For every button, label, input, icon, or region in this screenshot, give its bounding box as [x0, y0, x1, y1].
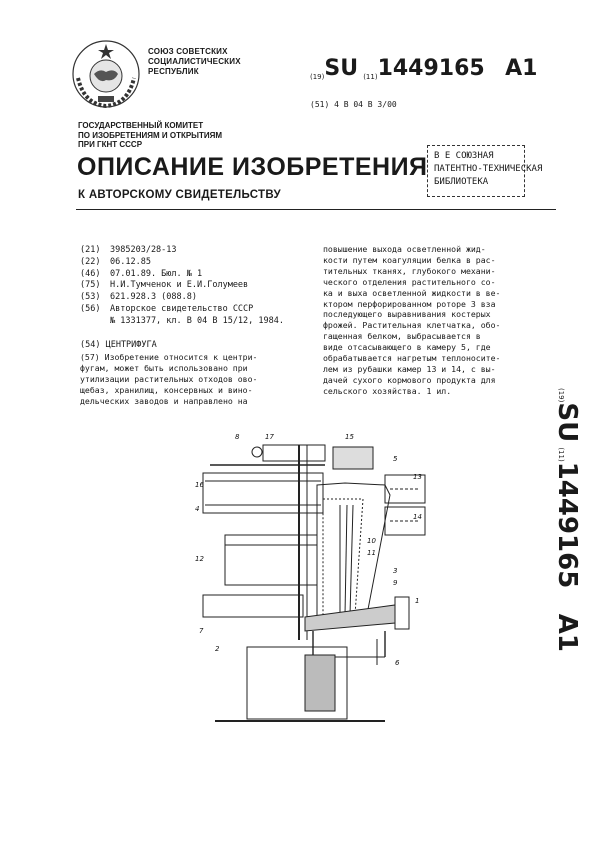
header-divider	[76, 209, 556, 210]
sidebar-country-label: (19)	[557, 388, 565, 403]
feed-pipe-lower	[203, 595, 303, 617]
sidebar-kind: A1	[552, 613, 582, 652]
abstract-line: (57) Изобретение относится к центри-	[80, 352, 258, 362]
document-title: ОПИСАНИЕ ИЗОБРЕТЕНИЯ	[77, 153, 428, 181]
ussr-emblem	[70, 38, 142, 110]
org-line: СОЮЗ СОВЕТСКИХ	[148, 47, 228, 56]
kind-code: A1	[505, 56, 538, 81]
biblio-row: (21) 3985203/28-13	[80, 245, 177, 255]
centrifuge-drawing	[195, 425, 427, 730]
figure-label: 16	[195, 481, 204, 489]
figure-label: 11	[367, 549, 376, 557]
abstract-line: кости путем коагуляции белка в рас-	[323, 254, 496, 265]
sidebar-country: SU	[552, 402, 582, 443]
abstract-line: дельческих заводов и направлено на	[80, 395, 248, 406]
committee-line: ПО ИЗОБРЕТЕНИЯМ И ОТКРЫТИЯМ	[78, 130, 223, 140]
biblio-row: (75) Н.И.Тумченок и Е.И.Голумеев	[80, 280, 249, 291]
figure-label: 6	[395, 659, 400, 667]
library-stamp	[427, 145, 543, 197]
sidebar-number: 1449165	[552, 461, 582, 589]
org-line: РЕСПУБЛИК	[148, 67, 199, 76]
country-code: SU	[324, 56, 359, 81]
abstract-column-right	[323, 244, 557, 397]
outlet-1	[395, 597, 409, 629]
document-number	[310, 56, 537, 81]
committee-line: ГОСУДАРСТВЕННЫЙ КОМИТЕТ	[78, 121, 204, 130]
figure-label: 4	[195, 505, 200, 513]
patent-number: 1449165	[377, 56, 485, 81]
abstract-line: утилизации растительных отходов ово-	[80, 373, 258, 384]
org-line: СОЦИАЛИСТИЧЕСКИХ	[148, 57, 241, 66]
document-subtitle: К АВТОРСКОМУ СВИДЕТЕЛЬСТВУ	[78, 189, 281, 201]
abstract-line: повышение выхода осветленной жид-	[323, 244, 486, 254]
stamp-line: ПАТЕНТНО-ТЕХНИЧЕСКАЯ	[434, 164, 543, 174]
ipc-class: (51) 4 В 04 В 3/00	[310, 100, 397, 109]
figure-label: 13	[413, 473, 422, 481]
biblio-row: (56) Авторское свидетельство СССР	[80, 303, 254, 314]
abstract-line: сельского хозяйства. 1 ил.	[323, 385, 452, 396]
country-code-label: (19)	[310, 73, 325, 81]
drive-pulley	[252, 447, 262, 457]
figure-label: 9	[393, 579, 398, 587]
abstract-line: последующего выравнивания костерых	[323, 309, 491, 320]
sidebar-number-label: (11)	[557, 447, 565, 462]
figure-label: 1	[415, 597, 420, 605]
committee-line: ПРИ ГКНТ СССР	[78, 140, 143, 149]
number-label: (11)	[363, 73, 378, 81]
abstract-column-left	[80, 352, 308, 407]
organization-name	[148, 47, 241, 77]
abstract-line: гащенная белком, выбрасывается в	[323, 331, 481, 342]
abstract-line: ктором перфорированном роторе 3 вза	[323, 298, 496, 309]
abstract-line: ка и выха осветленной жидкости в ве-	[323, 287, 501, 298]
figure-label: 14	[413, 513, 422, 521]
figure-label: 12	[195, 555, 204, 563]
figure-label: 10	[367, 537, 376, 545]
figure-label: 8	[235, 433, 240, 441]
housing-middle	[225, 535, 317, 585]
abstract-line: виде отсасывающего в камеру 5, где	[323, 342, 491, 353]
abstract-line: дачей сухого кормового продукта для	[323, 374, 496, 385]
vertical-patent-number	[536, 388, 586, 688]
bibliographic-data	[80, 245, 284, 328]
biblio-row: (53) 621.928.3 (088.8)	[80, 292, 197, 303]
invention-title: (54) ЦЕНТРИФУГА	[80, 340, 157, 350]
committee-name	[78, 121, 222, 150]
biblio-row: (46) 07.01.89. Бюл. № 1	[80, 268, 203, 279]
figure-label: 5	[393, 455, 398, 463]
figure-label: 7	[199, 627, 204, 635]
abstract-line: щебаз, хранилищ, консервных и вино-	[80, 384, 253, 395]
top-unit	[333, 447, 373, 469]
figure-label: 3	[393, 567, 398, 575]
figure-label: 15	[345, 433, 354, 441]
stamp-line: БИБЛИОТЕКА	[434, 177, 489, 187]
biblio-row: (22) 06.12.85	[80, 256, 151, 267]
abstract-line: ческого отделения растительного со-	[323, 276, 496, 287]
abstract-line: фрожей. Растительная клетчатка, обо-	[323, 320, 501, 331]
feed-pipe-upper	[203, 473, 323, 513]
figure-label: 2	[215, 645, 220, 653]
abstract-line: обрабатывается нагретым теплоносите-	[323, 353, 501, 364]
abstract-line: тительных тканях, глубокого механи-	[323, 265, 496, 276]
abstract-line: лем из рубашки камер 13 и 14, с вы-	[323, 363, 496, 374]
drive-motor-housing	[263, 445, 325, 461]
abstract-line: фугам, может быть использовано при	[80, 362, 248, 373]
figure-label: 17	[265, 433, 274, 441]
biblio-row: № 1331377, кл. В 04 В 15/12, 1984.	[110, 315, 284, 326]
stamp-line: В Е СОЮЗНАЯ	[434, 151, 494, 161]
